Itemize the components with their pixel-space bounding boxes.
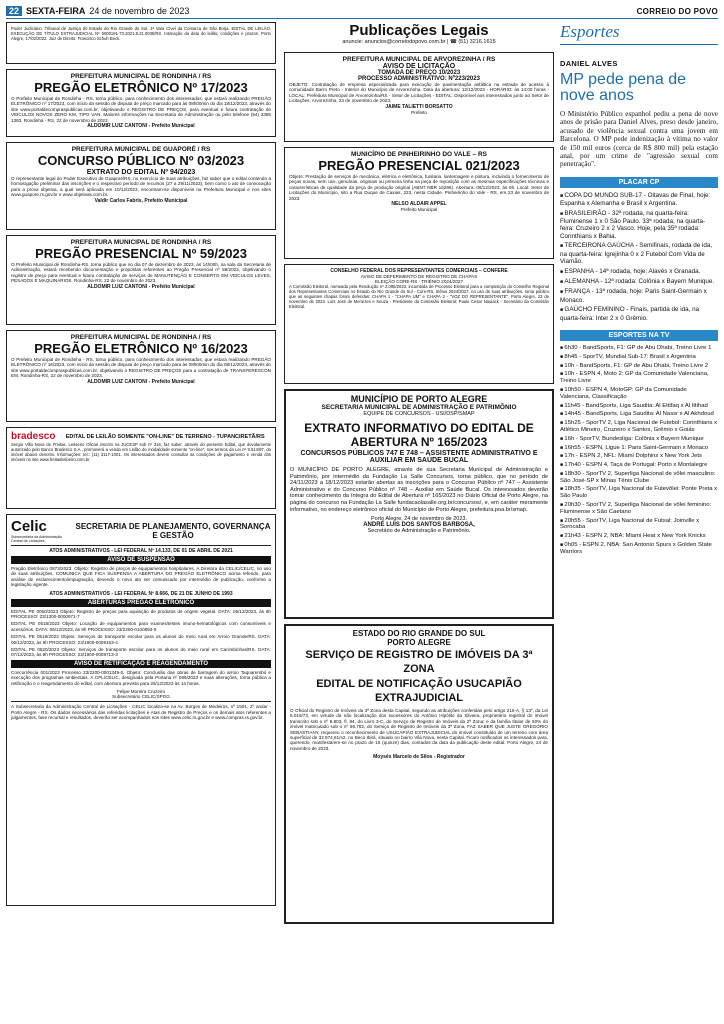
org-name: PREFEITURA MUNICIPAL DE RONDINHA / RS [70, 239, 212, 246]
notice-text: Objeto: Prestação de serviços de mecânica, elétrica e eletrônica, funilaria, lanternagem e pintura, incluindo o fornecimento de peças novas, sem uso, genuínas, originais ou primeira linha na peça de reposição com as mesmas especificações técnicas e características de qualidade da peça de produção original (ABNT NBR 15296). Abertura: 06/12/2023, às 9h. Local: Setor de Licitações do Município, sito a Rua Duque de Caxias, 223, nesta Cidade. Pinheirinho do Vale - RS, em 23 de novembro de 2023. [289, 174, 549, 201]
article-author: DANIEL ALVES [560, 59, 618, 68]
section-rectification: AVISO DE RETIFICAÇÃO E REAGENDAMENTO [11, 660, 271, 668]
legal-column-left [6, 22, 276, 911]
list-item: ■ 20h55 - SporTV, Liga Nacional de Futsal: Joinville x Sorocaba [560, 518, 718, 532]
list-item: ■ 10h - BandSports, F1: GP de Abu Dhabi, Treino Livre 2 [560, 363, 718, 370]
list-item: ■ 18h30 - SporTV 2, Superliga Nacional de vôlei masculino: São José-SP x Minas Tênis Clube [560, 471, 718, 485]
list-item: ■ ALEMANHA - 12ª rodada: Colônia x Bayern Munique. [560, 278, 718, 286]
notice-title: PREGÃO PRESENCIAL Nº 59/2023 [35, 246, 247, 261]
signature: ALDOMIR LUIZ CANTONI - Prefeito Municipal [87, 123, 195, 130]
celic-notice [6, 514, 276, 906]
org-name: MUNICÍPIO DE PINHEIRINHO DO VALE – RS [350, 151, 488, 158]
tv-list [560, 345, 718, 556]
notice-process: PROCESSO ADMINISTRATIVO: Nº223/2023 [358, 76, 480, 82]
court-notice: Poder Judiciário. Tribunal de Justiça do Estado do Rio Grande do Sul. 1ª Vara Cível da Comarca de São Borja. EDITAL DE LEILÃO. EXECUÇÃO DE TÍTULO EXTRAJUDICIAL Nº 5000191-73.2021.8.21.0035/RS. Intimação da data do leilão, condições e prazos. Porto Alegre, 17/02/2022. Juiz de Direito: Francisco Schuh Beck. [6, 22, 276, 64]
signer-role: Subsecretário CELIC/SPGG [112, 694, 170, 700]
notice-title: CONCURSO PÚBLICO Nº 03/2023 [37, 153, 245, 168]
signature-role: Prefeito Municipal [400, 207, 438, 213]
property-registry-notice [284, 624, 554, 924]
org-name: MUNICÍPIO DE PORTO ALEGRE [350, 394, 488, 404]
city-name: PORTO ALEGRE [387, 638, 451, 647]
notice-text: O Prefeito Municipal de Rondinha - RS, torna público, para conhecimento dos interessados, que estará realizando PREGÃO ELETRÔNICO nº 16/2023, com início da sessão de disputa de preço marcado para às 08h00min do dia 08/12/2023, através do site www.portaldecompraspublicas.com.br, objetivando o REGISTRO DE PREÇOS para a contratação de TRANSFERESCON EM. Rondinha-RS, 22 de novembro de 2023. [11, 357, 271, 379]
newspaper-brand: CORREIO DO POVO [636, 6, 718, 16]
notice-subtitle: AVISO DE DEFERIMENTO DE REGISTRO DE CHAPAS [360, 274, 478, 279]
list-item: ■ 8h45 - SporTV, Mundial Sub-17: Brasil x Argentina [560, 354, 718, 361]
notice-subtitle: EXTRATO DO EDITAL Nº 94/2023 [86, 169, 196, 176]
arvorezinha-notice [284, 52, 554, 142]
rectification-text: Concorrência 001/2023 Processo 23/2200-0001349-0. Objeto: Conclusão das obras de barragem do arroio Taquarembó e execução dos programas ambientais. A CPL/CELIC, designada pela Portaria nº 069/2023 e suas alterações, torna pública a retificação e o reagendamento do edital, com abertura prevista para 26/12/2023 às 14 horas. [11, 669, 271, 686]
signature: ANDRÉ LUIS DOS SANTOS BARBOSA, [363, 522, 475, 529]
org-name: PREFEITURA MUNICIPAL DE RONDINHA / RS [70, 73, 212, 80]
opening-item: EDITAL PE 0520/2023 Objeto: Serviços de transporte escolar para os alunos do meio rural em Cacimbinhas/RS. DATA: 07/12/2023, às 9h PROCESSO: 23/1900-0009713-3 [11, 647, 271, 658]
secretariat: SECRETARIA MUNICIPAL DE ADMINISTRAÇÃO E PATRIMÔNIO [321, 404, 517, 411]
state-name: ESTADO DO RIO GRANDE DO SUL [352, 629, 486, 638]
guapore-notice [6, 142, 276, 230]
list-item: ■ 21h43 - ESPN 2, NBA: Miami Heat x New York Knicks [560, 533, 718, 540]
section-suspension: AVISO DE SUSPENSÃO [11, 556, 271, 564]
notice-text: O Prefeito Municipal de Rondinha - RS, torna público, para conhecimento dos interessados, que estará realizando PREGÃO ELETRÔNICO nº 17/2023, com início da sessão de disputa de preço marcado para às 08h00min do dia 18/12/2023, através do site www.portaldecompraspublicas.com.br, objetivando o REGISTRO DE PREÇOS, para eventual e futura contratação de VEÍCULOS NOVOS ZERO KM, TIPO VAN. Maiores informações na Secretaria de Administração ou pelo telefone (54) 3385 1383. Rondinha - RS, 22 de novembro de 2023. [11, 96, 271, 123]
list-item: ■ 10h - ESPN 4, Moto 2: GP da Comunidade Valenciana, Treino Livre [560, 371, 718, 385]
rondinha-notice-16 [6, 330, 276, 422]
signature: JAIME TALIETTI BORSATTO [385, 103, 453, 110]
list-item: ■ 11h45 - BandSports, Liga Saudita: Al Ettifaq x Al Ittihad [560, 403, 718, 410]
notice-text: O representante legal do Poder Executivo de Guaporé/RS, no exercício de suas atribuições, faz saber que o edital contendo a homologação preliminar das inscrições e o respectivo período de recursos (27 a 29/11/2023), bem como o ato de convocação para a prova objetiva, a qual será aplicada em 10/12/2023, encontram-se disponíveis na Prefeitura Municipal e nos sites www.guapore.rs.gov.br e www.objetivas.com.br. [11, 176, 271, 198]
notice-text: A Comissão Eleitoral, nomeada pela Resolução nº 2.096/2023, incumbida de Processo Eleitoral para a composição do Conselho Regional dos Representantes Comerciais no Estado do Rio Grande do Sul - Core-RS, triênio 2024/2027, no uso de suas atribuições, torna público que as seguintes chapas foram deferidas: CHAPA 1 - "CHAPA UM" e CHAPA 2 - "VOZ DO REPRESENTANTE". Porto Alegre, 23 de novembro de 2023. Luís José de Menezes e Souza - Presidente da Comissão Eleitoral; Paulo Cesar Nauiack - Secretário da Comissão Eleitoral. [289, 284, 549, 309]
list-item: ■ 0h05 - ESPN 2, NBA: San Antonio Spurs x Golden State Warriors [560, 542, 718, 556]
notice-text: O MUNICÍPIO DE PORTO ALEGRE, através de sua Secretaria Municipal de Administração e Patrimônio, por intermédio da Fundação La Salle Concursos, torna público, que no período de 24/11/2023 a 18/12/2023 estarão abertas as inscrições para o Concurso Público nº 747 – Assistente Administrativo e do Concurso Público nº 748 – Auxiliar em Saúde Bucal. Os interessados deverão tomar conhecimento da íntegra do Edital de Abertura nº 165/2023 no Diário Oficial de Porto Alegre, na página do concurso na Fundação La Salle fundacaolasalle.org.br/concursos/, e, em caráter meramente informativo, no endereço eletrônico oficial do Município de Porto Alegre, prefeitura.poa.br/smap. [290, 467, 548, 513]
notice-text: O Oficial do Registro de Imóveis da 3ª Zona desta Capital, segundo as atribuições conferidas pelo artigo 216-A, § 13º, da Lei 6.015/73, em virtude da não localização dos sucessores do Antônio Hipólito da Silveira, proprietário registral do imóvel transcrito sob o nº 8.803, fl. 84, do Livro 3-C, do Serviço de Registro de Imóveis da 2ª Zona; e da família titular de 50% do imóvel matriculado sob o nº 56.782, do Serviço de Registro de Imóveis da 3ª Zona, FAZ SABER QUE JUSTE GREGÓRIO SEBASTIANY, requereu o reconhecimento de USUCAPIÃO EXTRAJUDICIAL do imóvel constituído de um terreno com área superficial de 32.974,61m2, no Beco Ibirá, situado no bairro Vila Nova, nesta Capital. Ficam notificados os interessados para, querendo, manifestarem-se no prazo de 15 (quinze) dias, contados da data da publicação deste edital. Porto Alegre, 24 de novembro de 2023. [290, 708, 548, 751]
tv-bar: ESPORTES NA TV [560, 330, 718, 341]
legal-column-right [284, 22, 554, 929]
signer-name: Felipe Moreira Cruzeiro [117, 689, 165, 695]
signature-role: Prefeito [411, 109, 427, 115]
list-item: ■ 14h45 - BandSports, Liga Saudita: Al Nassr x Al Akhdoud [560, 411, 718, 418]
list-item: ■ FRANÇA - 13ª rodada, hoje: Paris Saint-Germain x Monaco. [560, 288, 718, 304]
section-title: Publicações Legais [349, 22, 489, 39]
notice-subtitle: TOMADA DE PREÇO 10/2023 [377, 70, 461, 76]
notice-title: PREGÃO ELETRÔNICO Nº 16/2023 [34, 341, 248, 356]
signature: ALDOMIR LUIZ CANTONI - Prefeito Municipal [87, 283, 195, 290]
org-name: PREFEITURA MUNICIPAL DE ARVOREZINHA / RS [342, 56, 496, 63]
org-name: CONSELHO FEDERAL DOS REPRESENTANTES COMERCIAIS – CONFERE [330, 268, 508, 274]
list-item: ■ 20h30 - SporTV 2, Superliga Nacional de vôlei feminino: Fluminense x São Caetano [560, 502, 718, 516]
list-item: ■ GAÚCHO FEMININO - Finais, partida de ida, na quarta-feira: Inter 2 x 0 Grêmio. [560, 306, 718, 322]
notice-title: PREGÃO PRESENCIAL 021/2023 [318, 158, 520, 173]
sports-section-title: Esportes [560, 22, 718, 45]
celic-logo: Celic [11, 518, 47, 535]
signature: NELSO ALDAIR APPEL [391, 201, 447, 208]
list-item: ■ 16h55 - ESPN, Ligue 1: Paris Saint-Germain x Monaco [560, 445, 718, 452]
law-heading-2: ATOS ADMINISTRATIVOS - LEI FEDERAL Nº 8.666, DE 21 DE JUNHO DE 1993 [49, 590, 233, 597]
section-openings: ABERTURAS PREGÃO ELETRÔNICO [11, 599, 271, 607]
legal-publications-header [284, 22, 554, 52]
notice-title: AVISO DE LICITAÇÃO [382, 63, 456, 70]
registry-title: SERVIÇO DE REGISTRO DE IMÓVEIS DA 3ª ZONA [305, 649, 533, 675]
list-item: ■ 15h25 - SporTV 2, Liga Nacional de Futebol: Corinthians x Atlético Mineiro, Cruzeiro x Santos, Grêmio x Goiás [560, 420, 718, 434]
bradesco-auction [6, 427, 276, 509]
list-item: ■ ESPANHA - 14ª rodada, hoje: Alavés x Granada. [560, 268, 718, 276]
article-headline: MP pede pena de nove anos [560, 71, 687, 104]
notice-subtitle: CONCURSOS PÚBLICOS 747 E 748 – ASSISTENTE ADMINISTRATIVO E AUXILIAR EM SAÚDE BUCAL [300, 450, 538, 464]
advertise-contact: anuncie: anuncios@correiodopovo.com.br | ☎ (51) 3216.1615 [342, 39, 496, 45]
list-item: ■ TERCEIRONA GAÚCHA - Semifinais, rodada de ida, na quarta-feira: Igrejinha 0 x 2 Futebol Com Vida de Viamão. [560, 242, 718, 265]
list-item: ■ BRASILEIRÃO - 32ª rodada, na quarta-feira: Fluminense 1 x 0 São Paulo. 33ª rodada, na quarta-feira: Cruzeiro 2 x 2 Vasco. Hoje, pela 35ª rodada: Corinthians x Bahia. [560, 210, 718, 241]
auction-title: EDITAL DE LEILÃO SOMENTE "ON-LINE" DE TERRENO - TUPANCIRETÃ/RS [65, 433, 265, 440]
celic-footer-text: A Subsecretaria da Administração Central de Licitações - CELIC localiza-se na Av. Borges de Medeiros, nº 1501, 2º andar - Porto Alegre - RS. Os dados necessários das referidas licitações e Atas de Registro de Preços e os demais atos referentes a julgamentos, fase recursal e resultados, deverão ser acompanhados nos sites www.celic.rs.gov.br e www.compras.rs.gov.br. [11, 704, 271, 720]
opening-item: EDITAL PE 0518/2023 Objeto: Locação de equipamentos para exames/testes imuno-hematológicos com consumíveis e acessórios. DATA: 06/12/2023, às 9h PROCESSO: 23/2200-0100893-5 [11, 621, 271, 632]
opening-item: EDITAL PE 0050/2023 Objeto: Registro de preços para aquisição de produtos de origem vegetal. DATA: 05/12/2023, às 9h PROCESSO: 23/1300-0000971-7 [11, 608, 271, 620]
date: 24 de novembro de 2023 [89, 6, 190, 16]
auction-text: Sergio Villa Nova de Freitas, Leiloeiro Oficial inscrito na JUCESP sob nº 316, faz saber, através do presente Edital, que devidamente autorizado pelo Banco Bradesco S.A., promoverá a venda em Leilão de modalidade somente "on-line", nos termos da Lei nº 9.514/97, do imóvel abaixo descrito. Informações: tel.: (11) 3117-1001. Os interessados devem consultar as condições de pagamento e venda dos imóveis no site www.freitasleiloeiro.com.br. [11, 442, 271, 462]
signature: Valdir Carlos Fabris, Prefeito Municipal [94, 197, 188, 204]
team: EQUIPE DE CONCURSOS - USI/DSP/SMAP [363, 411, 475, 417]
rondinha-notice-17 [6, 69, 276, 137]
notice-subtitle-2: ELEIÇÃO CORE-RS - TRIÊNIO 2024/2027 [375, 279, 463, 284]
list-item: ■ 17h - ESPN 2, NFL: Miami Dolphins x New York Jets [560, 453, 718, 460]
opening-item: EDITAL PE 0519/2023 Objeto: Serviços de transporte escolar para os alunos do meio rural em Arroio Grande/RS. DATA: 06/12/2023, às 9h PROCESSO: 23/1900-0009153-4 [11, 634, 271, 645]
bradesco-logo: bradesco [11, 431, 56, 442]
list-item: ■ COPA DO MUNDO SUB-17 - Oitavas de Final, hoje: Espanha x Alemanha e Brasil x Argentina. [560, 192, 718, 208]
law-heading-1: ATOS ADMINISTRATIVOS - LEI FEDERAL Nº 14.133, DE 01 DE ABRIL DE 2021 [49, 548, 233, 554]
notice-title: EDITAL DE NOTIFICAÇÃO USUCAPIÃO EXTRAJUDICIAL [316, 678, 522, 704]
signature: ALDOMIR LUIZ CANTONI - Prefeito Municipal [87, 378, 195, 385]
list-item: ■ 18h35 - SporTV, Liga Nacional de Futevôlei: Ponte Preta x São Paulo [560, 486, 718, 500]
list-item: ■ 17h40 - ESPN 4, Taça de Portugal: Porto x Montalegre [560, 462, 718, 469]
porto-alegre-contest-notice [284, 389, 554, 619]
signature-role: Secretário de Administração e Patrimônio. [367, 528, 471, 535]
list-item: ■ 6h30 - BandSports, F1: GP de Abu Dhabi, Treino Livre 1 [560, 345, 718, 352]
pinheirinho-notice [284, 147, 554, 259]
notice-text: OBJETO: Contratação de empresa especializada para execução de pavimentação asfáltica na estrada de acesso à comunidade Barro Preto - Interior do Município de Arvorezinha. Data da abertura: 12/12/2023 - HORÁRIO: às 14:00 horas - LOCAL: Prefeitura Municipal de Arvorezinha/RS - Setor de Licitações - EDITAL: Disponível aos interessados junto ao Setor de Licitações. Arvorezinha, 23 de novembro de 2023. [289, 82, 549, 104]
notice-title: EXTRATO INFORMATIVO DO EDITAL DE ABERTURA Nº 165/2023 [304, 421, 534, 449]
celic-logo-sub: Subsecretaria da Administração Central de Licitações [11, 535, 62, 543]
list-item: ■ 16h - SporTV, Bundesliga: Colônia x Bayern Munique [560, 436, 718, 443]
article-body: O Ministério Público espanhol pediu a pena de nove anos de prisão para Daniel Alves, preso desde janeiro, acusado de violência sexual contra uma jovem em Barcelona. O MP pede indenização à vítima no valor de 150 mil euros (cerca de R$ 800 mil) pela estação anal, por um crime de "agressão sexual com penetração". [560, 110, 718, 169]
notice-text: O Prefeito Municipal de Rondinha-RS, torna público que no dia 07 de dezembro de 2023, às 14h00h, na sala da Secretaria de Administração, estará recebendo documentação e propostas referentes ao Pregão Presencial nº 59/2023, objetivando o registro de preço para eventual e futura contratação de serviços de MANUTENÇÃO E CONSERTO EM VEÍCULOS LEVES, PESADOS E MAQUINÁRIOS. Rondinha-RS, 22 de novembro de 2023. [11, 262, 271, 284]
notice-date: Porto Alegre, 24 de novembro de 2023. [370, 516, 467, 523]
placar-list [560, 192, 718, 322]
page-header [6, 4, 718, 19]
confere-notice [284, 264, 554, 384]
org-name: PREFEITURA MUNICIPAL DE RONDINHA / RS [70, 334, 212, 341]
page-number: 22 [6, 6, 22, 16]
weekday: SEXTA-FEIRA [26, 6, 86, 16]
placar-bar: PLACAR CP [560, 177, 718, 188]
list-item: ■ 10h50 - ESPN 4, MotoGP: GP da Comunidade Valenciana, Classificação [560, 387, 718, 401]
org-name: PREFEITURA MUNICIPAL DE GUAPORÉ / RS [71, 146, 211, 153]
suspension-text: Pregão Eletrônico 0873/2023. Objeto: Registro de preços de equipamentos hospitalares. A Diretora da CELIC/CELIC, no uso de suas atribuições, COMUNICA QUE FICA SUSPENSA A ABERTURA DO PREGÃO ELETRÔNICO acima referido, para análise de esclarecimento/impugnação, devendo o novo ato ser comunicado por intermédio de publicação, conforme a legislação vigente. [11, 566, 271, 588]
signature: Moysés Marcelo de Silos - Registrador [373, 754, 465, 761]
secretariat-title: SECRETARIA DE PLANEJAMENTO, GOVERNANÇA E GESTÃO [75, 521, 271, 540]
sports-column [560, 22, 718, 558]
rondinha-notice-59 [6, 235, 276, 325]
notice-title: PREGÃO ELETRÔNICO Nº 17/2023 [34, 80, 248, 95]
